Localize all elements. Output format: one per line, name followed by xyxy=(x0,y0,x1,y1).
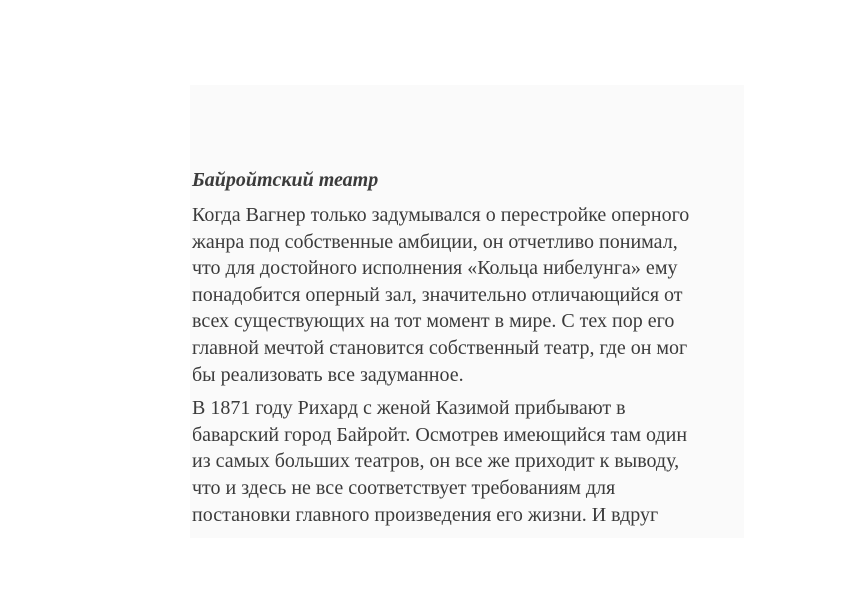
paragraph-1: Когда Вагнер только задумывался о перестройке оперного жанра под собственные амбиции, он отчетливо понимал, что для достойного исполнения «Кольца нибелунга» ему понадобится оперный зал, значительно отличающийся от всех существующих на тот момент в мире. С тех пор его главной мечтой становится собственный театр, где он мог бы реализовать все задуманное. xyxy=(192,204,690,386)
paragraph-2: В 1871 году Рихард с женой Казимой прибывают в баварский город Байройт. Осмотрев имеющийся там один из самых больших театров, он все же приходит к выводу, что и здесь не все соответствует требованиям для постановки главного произведения его жизни. И вдруг xyxy=(192,397,688,526)
section-heading: Байройтский театр xyxy=(192,169,379,191)
document-page xyxy=(190,85,744,538)
document-body xyxy=(192,165,744,535)
